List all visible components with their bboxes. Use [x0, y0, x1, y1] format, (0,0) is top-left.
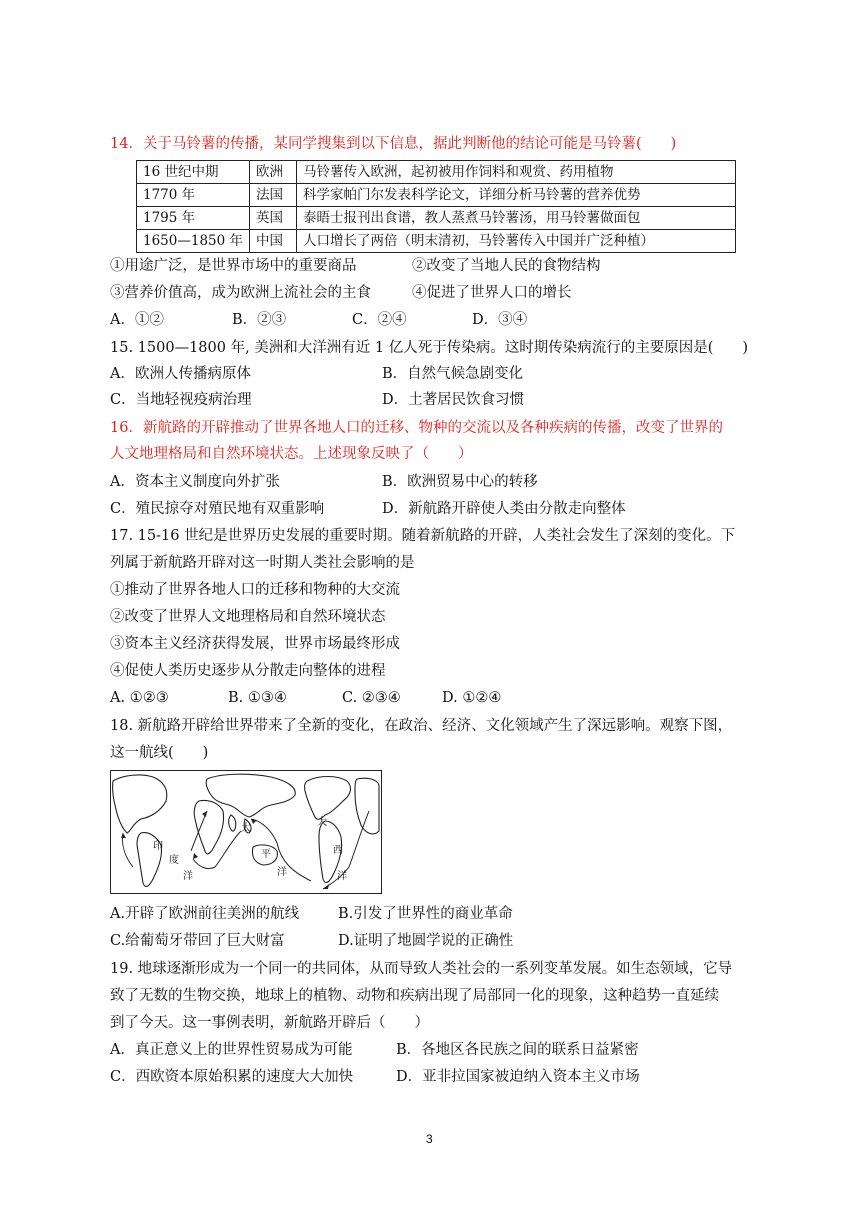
q18-option-b[interactable]: B.引发了世界性的商业革命	[338, 906, 513, 922]
q14-statement-3: ③营养价值高，成为欧洲上流社会的主食	[110, 285, 371, 301]
q14-option-a[interactable]: A．①②	[110, 312, 164, 328]
map-label: 印	[153, 841, 163, 852]
page-number: 3	[426, 1132, 433, 1146]
q18-option-c[interactable]: C.给葡萄牙带回了巨大财富	[110, 933, 285, 949]
table-cell: 法国	[250, 184, 297, 207]
q17-statement-1: ①推动了世界各地人口的迁移和物种的大交流	[110, 582, 400, 598]
map-label: 太	[241, 823, 251, 834]
map-label: 大	[317, 817, 327, 828]
q18-stem-line-1: 18. 新航路开辟给世界带来了全新的变化，在政治、经济、文化领域产生了深远影响。观察下图，	[110, 718, 733, 734]
q17-stem-line-1: 17. 15-16 世纪是世界历史发展的重要时期。随着新航路的开辟，人类社会发生了深刻的变化。下	[110, 528, 736, 544]
world-route-map	[110, 770, 382, 894]
q19-stem-line-1: 19. 地球逐渐形成为一个同一的共同体，从而导致人类社会的一系列变革发展。如生态领域，它导	[110, 961, 733, 977]
q17-option-c[interactable]: C. ②③④	[342, 690, 401, 706]
table-cell: 1795 年	[137, 207, 250, 230]
q16-option-a[interactable]: A．资本主义制度向外扩张	[110, 474, 280, 490]
q17-statement-2: ②改变了世界人文地理格局和自然环境状态	[110, 609, 386, 625]
q14-option-d[interactable]: D．③④	[472, 312, 528, 328]
q14-table	[136, 160, 736, 253]
q19-option-c[interactable]: C．西欧资本原始积累的速度大大加快	[110, 1069, 354, 1085]
map-drawing	[111, 771, 381, 893]
table-cell: 泰晤士报刊出食谱，教人蒸煮马铃薯汤，用马铃薯做面包	[297, 207, 736, 230]
q15-option-b[interactable]: B．自然气候急剧变化	[382, 366, 524, 382]
q17-option-a[interactable]: A. ①②③	[110, 690, 169, 706]
q16-option-b[interactable]: B．欧洲贸易中心的转移	[382, 474, 538, 490]
q14-statement-2: ②改变了当地人民的食物结构	[412, 258, 601, 274]
q18-option-a[interactable]: A.开辟了欧洲前往美洲的航线	[110, 906, 300, 922]
q17-statement-4: ④促使人类历史逐步从分散走向整体的进程	[110, 663, 386, 679]
q19-stem-line-2: 致了无数的生物交换，地球上的植物、动物和疾病出现了局部同一化的现象，这种趋势一直延续	[110, 988, 719, 1004]
q15-stem: 15. 1500—1800 年, 美洲和大洋洲有近 1 亿人死于传染病。这时期传染病流行的主要原因是( )	[110, 340, 749, 356]
map-label: 洋	[337, 871, 347, 882]
q14-statement-4: ④促进了世界人口的增长	[412, 285, 572, 301]
q14-option-c[interactable]: C．②④	[352, 312, 407, 328]
table-cell: 1650—1850 年	[137, 230, 250, 253]
q14-stem: 14．关于马铃薯的传播，某同学搜集到以下信息，据此判断他的结论可能是马铃薯( )	[110, 136, 677, 152]
q17-statement-3: ③资本主义经济获得发展，世界市场最终形成	[110, 636, 400, 652]
table-cell: 1770 年	[137, 184, 250, 207]
table-row	[137, 161, 736, 184]
q16-stem-line-1: 16．新航路的开辟推动了世界各地人口的迁移、物种的交流以及各种疾病的传播，改变了世界的	[110, 420, 723, 436]
table-cell: 欧洲	[250, 161, 297, 184]
q15-option-c[interactable]: C．当地轻视疫病治理	[110, 392, 252, 408]
q17-stem-line-2: 列属于新航路开辟对这一时期人类社会影响的是	[110, 555, 415, 571]
q14-option-b[interactable]: B．②③	[232, 312, 287, 328]
q15-option-d[interactable]: D．土著居民饮食习惯	[382, 392, 525, 408]
table-cell: 英国	[250, 207, 297, 230]
q18-option-d[interactable]: D.证明了地圆学说的正确性	[338, 933, 514, 949]
map-label: 洋	[277, 867, 287, 878]
map-label: 西	[333, 845, 343, 856]
q14-statement-1: ①用途广泛，是世界市场中的重要商品	[110, 258, 357, 274]
table-cell: 16 世纪中期	[137, 161, 250, 184]
table-row	[137, 184, 736, 207]
map-label: 度	[169, 855, 179, 866]
table-row	[137, 207, 736, 230]
map-label: 平	[261, 849, 271, 860]
q19-option-b[interactable]: B．各地区各民族之间的联系日益紧密	[396, 1042, 639, 1058]
q19-option-a[interactable]: A．真正意义上的世界性贸易成为可能	[110, 1042, 353, 1058]
table-row	[137, 230, 736, 253]
q16-option-c[interactable]: C．殖民掠夺对殖民地有双重影响	[110, 501, 325, 517]
map-label: 洋	[183, 871, 193, 882]
q17-option-d[interactable]: D. ①②④	[442, 690, 502, 706]
q18-stem-line-2: 这一航线( )	[110, 745, 209, 761]
q16-stem-line-2: 人文地理格局和自然环境状态。上述现象反映了（ ）	[110, 446, 473, 462]
q19-option-d[interactable]: D．亚非拉国家被迫纳入资本主义市场	[396, 1069, 640, 1085]
table-cell: 人口增长了两倍（明末清初，马铃薯传入中国并广泛种植）	[297, 230, 736, 253]
q15-option-a[interactable]: A．欧洲人传播病原体	[110, 366, 251, 382]
table-cell: 马铃薯传入欧洲，起初被用作饲料和观赏、药用植物	[297, 161, 736, 184]
table-cell: 中国	[250, 230, 297, 253]
q16-option-d[interactable]: D．新航路开辟使人类由分散走向整体	[382, 501, 626, 517]
q17-option-b[interactable]: B. ①③④	[228, 690, 287, 706]
q19-stem-line-3: 到了今天。这一事例表明，新航路开辟后（ ）	[110, 1015, 429, 1031]
table-cell: 科学家帕门尔发表科学论文，详细分析马铃薯的营养优势	[297, 184, 736, 207]
